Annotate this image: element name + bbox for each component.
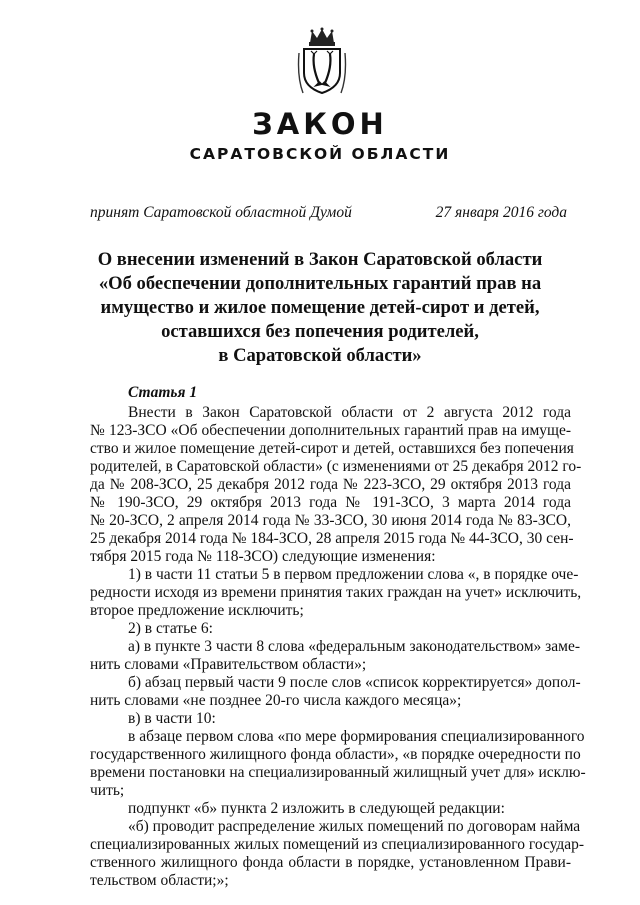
region-heading: САРАТОВСКОЙ ОБЛАСТИ (189, 145, 451, 163)
saratov-coat-of-arms-icon (297, 27, 347, 95)
title-line: О внесении изменений в Закон Саратовской области (97, 249, 543, 270)
text-line: второе предложение исключить; (90, 602, 304, 619)
text-line: тября 2015 года № 118-ЗСО) следующие изменения: (90, 548, 436, 565)
text-line: № 20-ЗСО, 2 апреля 2014 года № 33-ЗСО, 30 июня 2014 года № 83-ЗСО, (90, 512, 571, 529)
text-line: родителей, в Саратовской области» (с изменениями от 25 декабря 2012 го- (90, 458, 582, 475)
text-line: нить словами «не позднее 20-го числа каждого месяца»; (90, 692, 462, 709)
text-line: «б) проводит распределение жилых помещений по договорам найма (128, 818, 581, 835)
text-line: 2) в статье 6: (128, 620, 213, 637)
law-title (60, 248, 580, 368)
text-line: ство и жилое помещение детей-сирот и детей, оставшихся без попечения (90, 440, 574, 457)
text-line: в абзаце первом слова «по мере формирования специализированного (128, 728, 585, 745)
text-line: 1) в части 11 статьи 5 в первом предложении слова «, в порядке оче- (128, 566, 579, 583)
adopted-by: принят Саратовской областной Думой (90, 204, 352, 221)
text-line: № 190-ЗСО, 29 октября 2013 года № 191-ЗСО, 3 марта 2014 года (90, 494, 571, 511)
text-line: специализированных жилых помещений из специализированного государ- (90, 836, 585, 853)
title-line: «Об обеспечении дополнительных гарантий прав на (98, 273, 542, 294)
text-line: ственного жилищного фонда области в порядке, установленном Прави- (90, 854, 571, 871)
text-line: а) в пункте 3 части 8 слова «федеральным законодательством» заме- (128, 638, 581, 655)
text-line: Внести в Закон Саратовской области от 2 августа 2012 года (128, 404, 571, 421)
adopted-date: 27 января 2016 года (435, 204, 567, 221)
text-line: чить; (90, 782, 125, 799)
text-line: государственного жилищного фонда области», «в порядке очередности по (90, 746, 581, 763)
text-line: подпункт «б» пункта 2 изложить в следующей редакции: (128, 800, 505, 817)
text-line: 25 декабря 2014 года № 184-ЗСО, 28 апреля 2015 года № 44-ЗСО, 30 сен- (90, 530, 574, 547)
law-heading: ЗАКОН (252, 107, 388, 141)
text-line: тельством области;»; (90, 872, 229, 889)
title-line: в Саратовской области» (218, 345, 422, 366)
text-line: редности исходя из времени принятия таких граждан на учет» исключить, (90, 584, 582, 601)
text-line: в) в части 10: (128, 710, 216, 727)
title-line: оставшихся без попечения родителей, (161, 321, 479, 342)
text-line: да № 208-ЗСО, 25 декабря 2012 года № 223-ЗСО, 29 октября 2013 года (90, 476, 571, 493)
text-line: б) абзац первый части 9 после слов «список корректируется» допол- (128, 674, 581, 691)
article-heading: Статья 1 (128, 384, 198, 401)
title-line: имущество и жилое помещение детей-сирот и детей, (100, 297, 540, 318)
text-line: времени постановки на специализированный жилищный учет для» исклю- (90, 764, 586, 781)
text-line: № 123-ЗСО «Об обеспечении дополнительных гарантий прав на имуще- (90, 422, 571, 439)
text-line: нить словами «Правительством области»; (90, 656, 367, 673)
